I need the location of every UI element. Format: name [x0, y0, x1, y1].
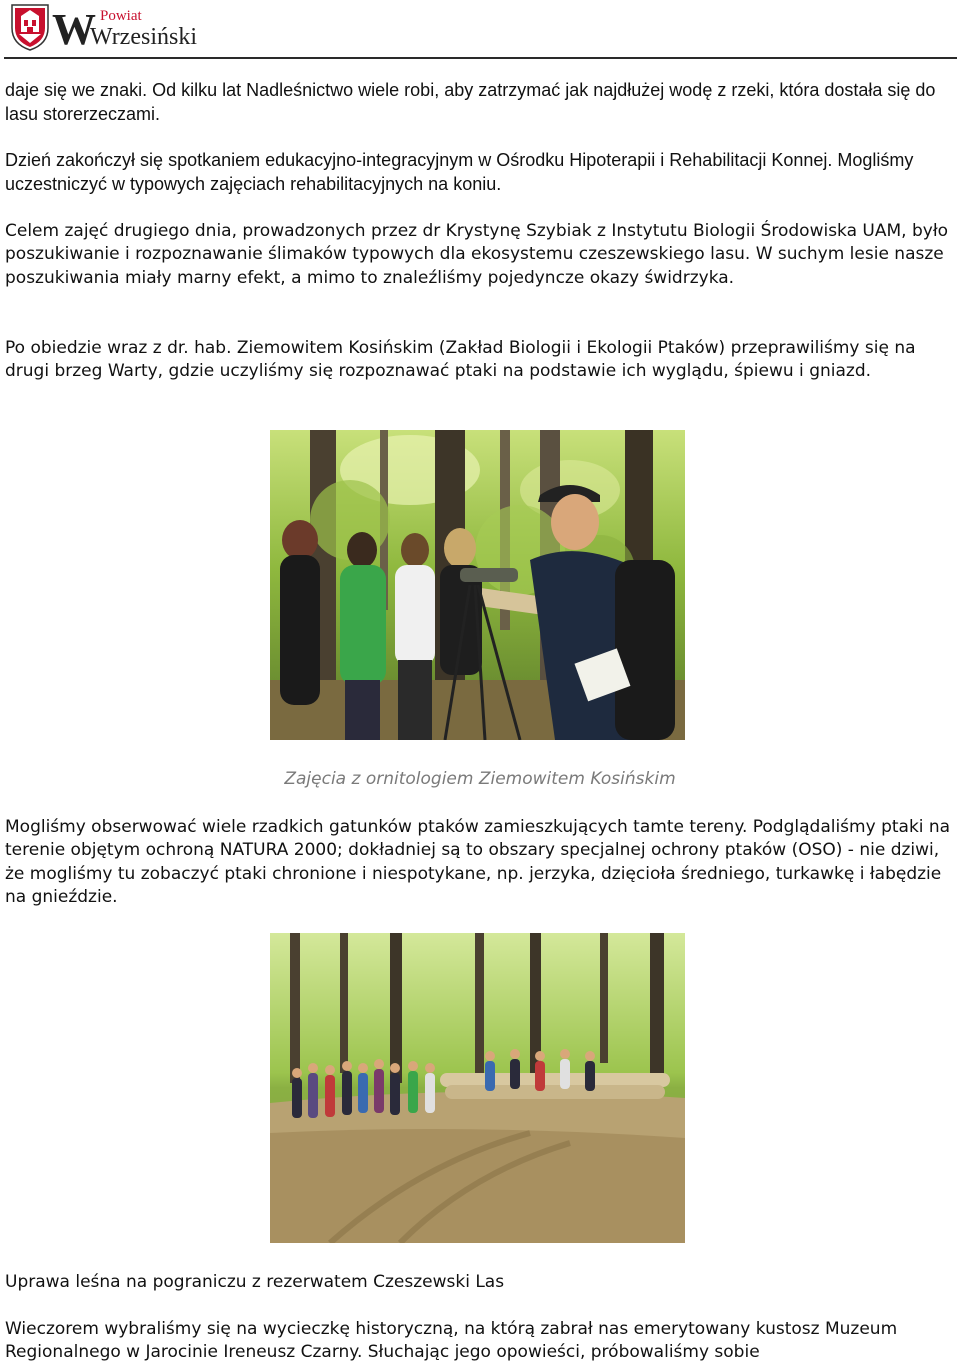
photo-ornithology-class [270, 430, 685, 740]
logo-text-top: Powiat [100, 8, 142, 24]
paragraph-1: daje się we znaki. Od kilku lat Nadleśnictwo wiele robi, aby zatrzymać jak najdłużej wodę z rzeki, która dostała się do lasu storerzeczami. [5, 80, 936, 124]
paragraph-4: Po obiedzie wraz z dr. hab. Ziemowitem Kosińskim (Zakład Biologii i Ekologii Ptaków) przeprawiliśmy się na drugi brzeg Warty, gdzie uczyliśmy się rozpoznawać ptaki na podstawie ich wyglądu, śpiewu i gniazd. [5, 338, 916, 382]
photo1-caption: Zajęcia z ornitologiem Ziemowitem Kosińskim [284, 769, 676, 789]
photo-forest-clearing [270, 933, 685, 1243]
paragraph-6: Wieczorem wybraliśmy się na wycieczkę historyczną, na którą zabrał nas emerytowany kustosz Muzeum Regionalnego w Jarocinie Ireneusz Czarny. Słuchając jego opowieści, próbowaliśmy sobie [5, 1319, 898, 1363]
photo2-caption: Uprawa leśna na pograniczu z rezerwatem Czeszewski Las [5, 1272, 505, 1292]
header-divider [4, 57, 957, 59]
paragraph-3: Celem zajęć drugiego dnia, prowadzonych przez dr Krystynę Szybiak z Instytutu Biologii Środowiska UAM, było poszukiwanie i rozpoznawanie ślimaków typowych dla ekosystemu czeszewskiego lasu. W suchym lesie nasze poszukiwania miały marny efekt, a mimo to znaleźliśmy pojedyncze okazy świdrzyka. [5, 221, 949, 288]
logo-text-main: Wrzesiński [90, 24, 198, 50]
paragraph-5: Mogliśmy obserwować wiele rzadkich gatunków ptaków zamieszkujących tamte tereny. Podglądaliśmy ptaki na terenie objętym ochroną NATURA 2000; dokładniej są to obszary specjalnej ochrony ptaków (OSO) - nie dziwi, że mogliśmy tu zobaczyć ptaki chronione i niespotykane, np. jerzyka, dzięcioła średniego, turkawkę i łabędzie na gnieździe. [5, 817, 951, 907]
powiat-wrzesinski-logo[interactable] [10, 2, 200, 52]
page-header [0, 0, 960, 60]
svg-text:W: W [52, 5, 96, 52]
paragraph-2: Dzień zakończył się spotkaniem edukacyjno-integracyjnym w Ośrodku Hipoterapii i Rehabilitacji Konnej. Mogliśmy uczestniczyć w typowych zajęciach rehabilitacyjnych na koniu. [5, 150, 914, 194]
